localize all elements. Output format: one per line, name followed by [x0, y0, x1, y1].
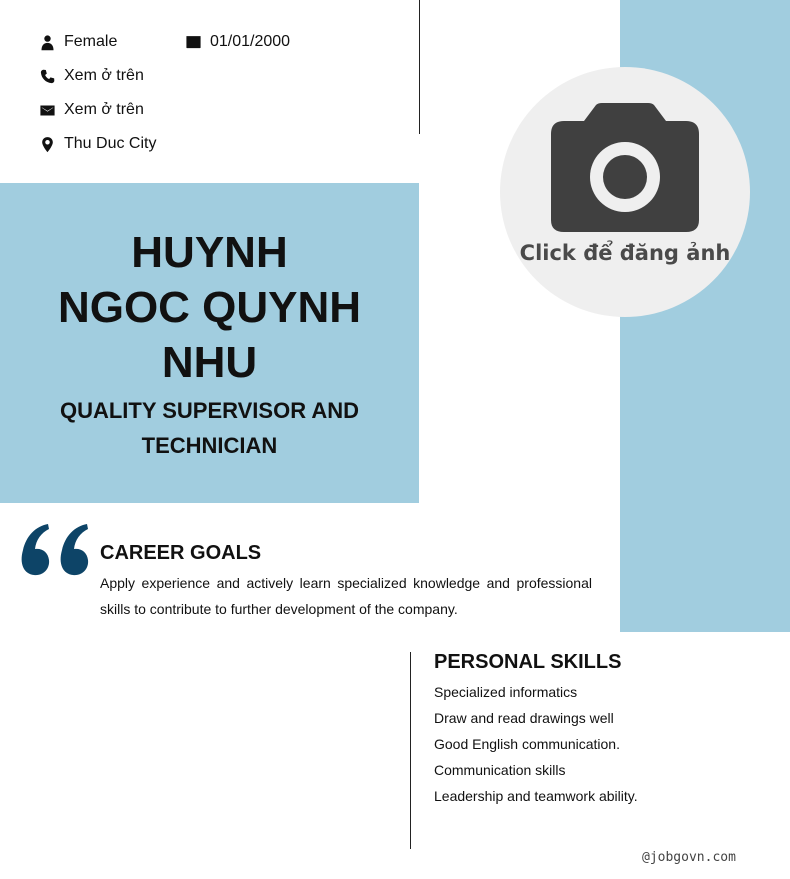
- skill-item: Communication skills: [434, 762, 566, 778]
- job-title-line-1: QUALITY SUPERVISOR AND: [59, 398, 360, 423]
- divider-bottom: [410, 652, 411, 849]
- phone-row: [38, 66, 144, 86]
- job-title: [30, 393, 389, 463]
- calendar-icon: [184, 33, 202, 51]
- phone-icon: [38, 67, 56, 85]
- camera-icon: [550, 103, 700, 233]
- watermark: @jobgovn.com: [642, 850, 736, 865]
- skill-item: Good English communication.: [434, 736, 620, 752]
- quote-icon: [18, 520, 92, 576]
- personal-skills-heading: PERSONAL SKILLS: [434, 651, 622, 673]
- name-line-3: NHU: [161, 338, 258, 387]
- email-text: Xem ở trên: [64, 101, 144, 118]
- dob-row: [184, 32, 290, 52]
- skill-item: Draw and read drawings well: [434, 710, 614, 726]
- job-title-line-2: TECHNICIAN: [141, 433, 278, 458]
- dob-text: 01/01/2000: [210, 33, 291, 50]
- gender-row: [38, 32, 117, 52]
- phone-text: Xem ở trên: [64, 67, 144, 84]
- name-block: [0, 183, 419, 503]
- envelope-icon: [38, 101, 56, 119]
- name-line-1: HUYNH: [131, 228, 288, 277]
- photo-upload-label: Click để đăng ảnh: [519, 241, 731, 265]
- map-pin-icon: [38, 135, 56, 153]
- full-name: [0, 225, 419, 390]
- person-icon: [38, 33, 56, 51]
- email-row: [38, 100, 144, 120]
- personal-skills-list: [434, 679, 638, 809]
- skill-item: Leadership and teamwork ability.: [434, 788, 638, 804]
- divider-top: [419, 0, 420, 134]
- career-goals-text: Apply experience and actively learn specialized knowledge and professional skills to contribute to further development of the company.: [100, 575, 592, 617]
- name-line-2: NGOC QUYNH: [57, 283, 362, 332]
- skill-item: Specialized informatics: [434, 684, 578, 700]
- photo-upload-button[interactable]: [500, 67, 750, 317]
- gender-text: Female: [64, 33, 118, 50]
- location-row: [38, 134, 156, 154]
- career-goals-heading: CAREER GOALS: [100, 542, 262, 564]
- location-text: Thu Duc City: [64, 135, 157, 152]
